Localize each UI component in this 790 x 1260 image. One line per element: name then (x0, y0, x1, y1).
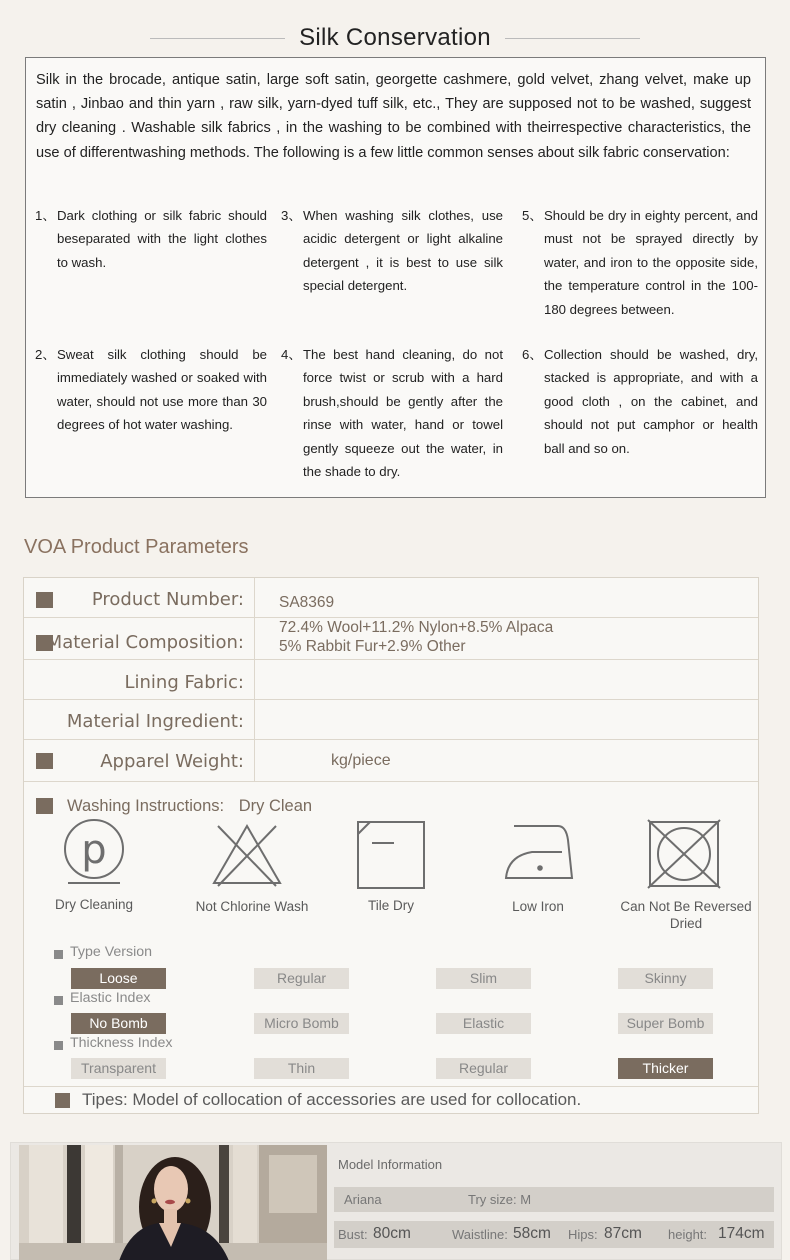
param-label: Lining Fabric: (124, 672, 244, 693)
hips-value: 87cm (604, 1225, 642, 1242)
tip-text: Should be dry in eighty percent, and must not be sprayed directly by water, and iron to the opposite side, the temperature control in the 100-180 degrees between. (544, 208, 758, 317)
tip-number: 1、 (35, 208, 56, 223)
group-label-thickness-index: Thickness Index (70, 1035, 173, 1051)
option-thicker: Thicker (618, 1058, 713, 1079)
option-skinny: Skinny (618, 968, 713, 989)
option-transparent: Transparent (71, 1058, 166, 1079)
silk-conservation-box (25, 57, 766, 498)
param-value: 72.4% Wool+11.2% Nylon+8.5% Alpaca (279, 619, 554, 636)
group-marker (54, 1041, 63, 1050)
model-photo-illustration (19, 1145, 327, 1260)
tip-text: The best hand cleaning, do not force twist or scrub with a hard brush,should be gently after the rinse with water, hand or towel gently squeeze out the water, in the shade to dry. (303, 347, 503, 480)
tip-6 (522, 343, 758, 460)
tile-dry-icon (356, 820, 426, 890)
no-chlorine-triangle-icon (210, 820, 284, 888)
group-marker (54, 996, 63, 1005)
washing-instructions (67, 797, 312, 816)
model-info-title: Model Information (338, 1157, 443, 1172)
option-elastic: Elastic (436, 1013, 531, 1034)
option-regular: Regular (254, 968, 349, 989)
tip-number: 4、 (281, 347, 302, 362)
height-value: 174cm (718, 1225, 765, 1242)
option-loose: Loose (71, 968, 166, 989)
option-thin: Thin (254, 1058, 349, 1079)
param-row-product-number (24, 578, 758, 618)
option-slim: Slim (436, 968, 531, 989)
param-row-material-composition (24, 618, 758, 660)
bust-label: Bust: (338, 1227, 368, 1242)
washing-label: Washing Instructions: (67, 797, 225, 815)
params-table (23, 577, 759, 1114)
model-try-size: Try size: M (468, 1192, 532, 1207)
tip-number: 6、 (522, 347, 543, 362)
option-super-bomb: Super Bomb (618, 1013, 713, 1034)
tip-4 (281, 343, 503, 483)
tip-number: 2、 (35, 347, 56, 362)
row-marker (36, 753, 53, 769)
silk-title: Silk Conservation (285, 24, 505, 51)
care-caption: Low Iron (512, 899, 564, 914)
param-label: Product Number: (91, 589, 244, 610)
group-label-elastic-index: Elastic Index (70, 990, 151, 1006)
care-caption: Dry Cleaning (54, 897, 134, 912)
dry-clean-p-icon (62, 816, 126, 886)
group-marker (54, 950, 63, 959)
tip-3 (281, 204, 503, 298)
tip-text: When washing silk clothes, use acidic detergent or light alkaline detergent , it is best to use silk special detergent. (303, 208, 503, 294)
param-label: Material Composition: (46, 632, 244, 653)
model-name: Ariana (344, 1192, 382, 1207)
tip-text: Sweat silk clothing should be immediately washed or soaked with water, should not use more than 30 degrees of hot water washing. (57, 347, 267, 433)
waist-value: 58cm (513, 1225, 551, 1242)
row-marker (36, 592, 53, 608)
bust-value: 80cm (373, 1225, 411, 1242)
height-label: height: (668, 1227, 708, 1242)
model-info-panel (10, 1142, 782, 1260)
params-heading: VOA Product Parameters (24, 536, 249, 558)
tip-text: Collection should be washed, dry, stacked is appropriate, and with a good cloth , on the cabinet, and should not put camphor or health ball and so on. (544, 347, 758, 456)
no-tumble-dry-icon (646, 818, 722, 890)
svg-text:p: p (81, 827, 107, 873)
hips-label: Hips: (568, 1227, 598, 1242)
care-caption: Tile Dry (368, 898, 414, 913)
option-no-bomb: No Bomb (71, 1013, 166, 1034)
group-label-type-version: Type Version (70, 944, 153, 960)
silk-intro: Silk in the brocade, antique satin, large soft satin, georgette cashmere, gold velvet, zhang velvet, make up satin , Jinbao and thin yarn , raw silk, yarn-dyed tuff silk, etc., They are supposed not to be washed, suggest dry cleaning . Washable silk fabrics , in the washing to be combined with theirrespective characteristics, the use of differentwashing methods. The following is a few little common senses about silk fabric conservation: (36, 72, 751, 161)
row-marker (55, 1093, 70, 1108)
param-value: kg/piece (331, 752, 391, 769)
tip-text: Dark clothing or silk fabric should beseparated with the light clothes to wash. (57, 208, 267, 270)
tip-5 (522, 204, 758, 321)
washing-value: Dry Clean (238, 797, 313, 815)
param-value: SA8369 (279, 594, 335, 611)
model-photo (19, 1145, 327, 1260)
param-row-material-ingredient (24, 700, 758, 740)
option-micro-bomb: Micro Bomb (254, 1013, 349, 1034)
option-regular-thickness: Regular (436, 1058, 531, 1079)
low-iron-icon (502, 822, 576, 882)
silk-title-bar (0, 10, 790, 50)
care-caption: Can Not Be Reversed Dried (620, 899, 752, 931)
param-row-apparel-weight (24, 740, 758, 782)
param-value-line2: 5% Rabbit Fur+2.9% Other (279, 638, 466, 655)
param-label: Apparel Weight: (100, 751, 244, 772)
tip-1 (35, 204, 267, 274)
tip-number: 5、 (522, 208, 543, 223)
param-label: Material Ingredient: (66, 711, 244, 732)
tips-row (24, 1086, 758, 1113)
tip-number: 3、 (281, 208, 302, 223)
tips-text: Tipes: Model of collocation of accessories are used for collocation. (82, 1090, 582, 1109)
param-row-lining-fabric (24, 660, 758, 700)
care-caption: Not Chlorine Wash (195, 899, 309, 914)
model-name-bar (334, 1187, 774, 1212)
waist-label: Waistline: (452, 1227, 508, 1242)
row-marker (36, 798, 53, 814)
tip-2 (35, 343, 267, 437)
